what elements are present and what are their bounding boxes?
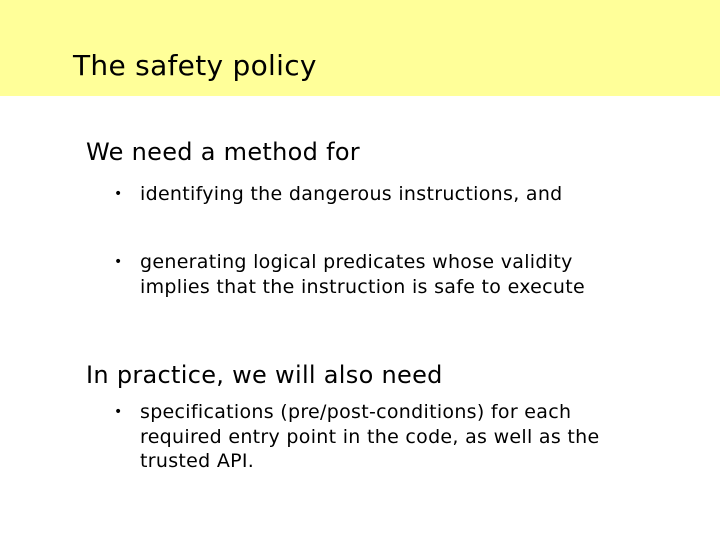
bullet-text: generating logical predicates whose validity implies that the instruction is safe to execute [140,251,586,298]
bullet-item [114,182,634,207]
title-bar [0,0,720,96]
section-heading-practice: In practice, we will also need [86,361,443,389]
slide-title: The safety policy [73,49,317,82]
bullet-dot-icon: • [114,254,123,270]
bullet-dot-icon: • [114,404,123,420]
bullet-item [114,400,634,474]
bullet-dot-icon: • [114,186,123,202]
bullet-text: identifying the dangerous instructions, and [140,183,563,205]
bullet-text: specifications (pre/post-conditions) for each required entry point in the code, as well as the trusted API. [140,401,600,472]
bullet-item [114,250,634,299]
section-heading-method: We need a method for [86,138,360,166]
